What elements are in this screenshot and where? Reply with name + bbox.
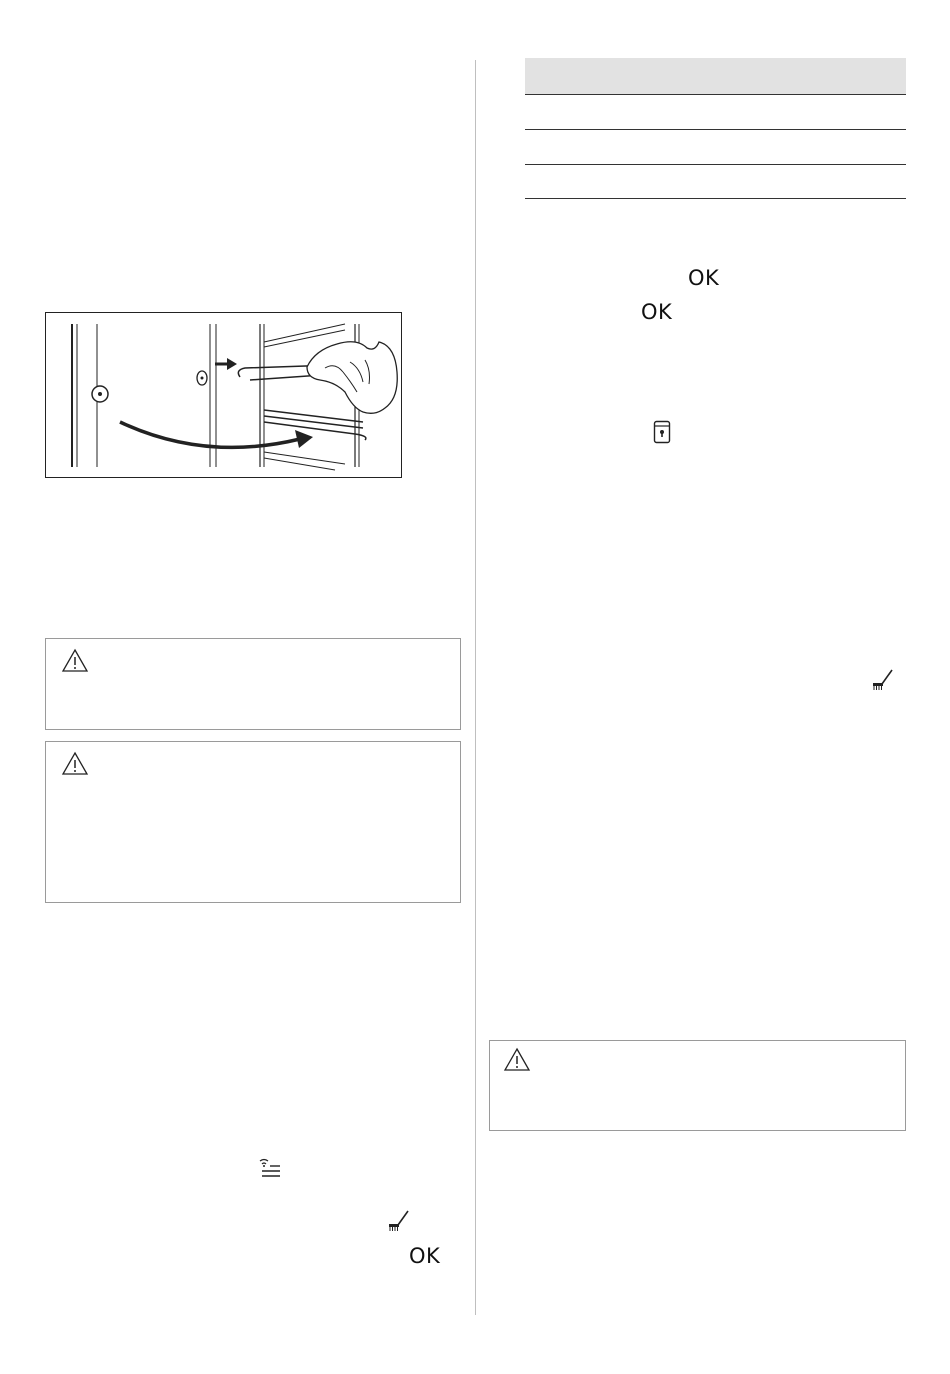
ok-button-label: OK [409,1244,441,1268]
options-menu-icon [258,1157,282,1179]
warning-box-2 [45,741,461,903]
table-row-divider [525,164,906,165]
warning-box-1 [45,638,461,730]
warning-triangle-icon [503,1047,531,1072]
warning-box-3 [489,1040,906,1131]
ok-button-label: OK [641,300,673,324]
table-row-divider [525,198,906,199]
cleaning-brush-icon [386,1208,412,1234]
door-lock-icon [653,420,671,444]
cleaning-brush-icon [870,667,896,693]
warning-triangle-icon [61,751,89,776]
table-row-divider [525,129,906,130]
ok-button-label: OK [688,266,720,290]
warning-triangle-icon [61,648,89,673]
table-header [525,58,906,95]
column-divider [475,60,476,1315]
shelf-support-illustration [45,312,402,478]
